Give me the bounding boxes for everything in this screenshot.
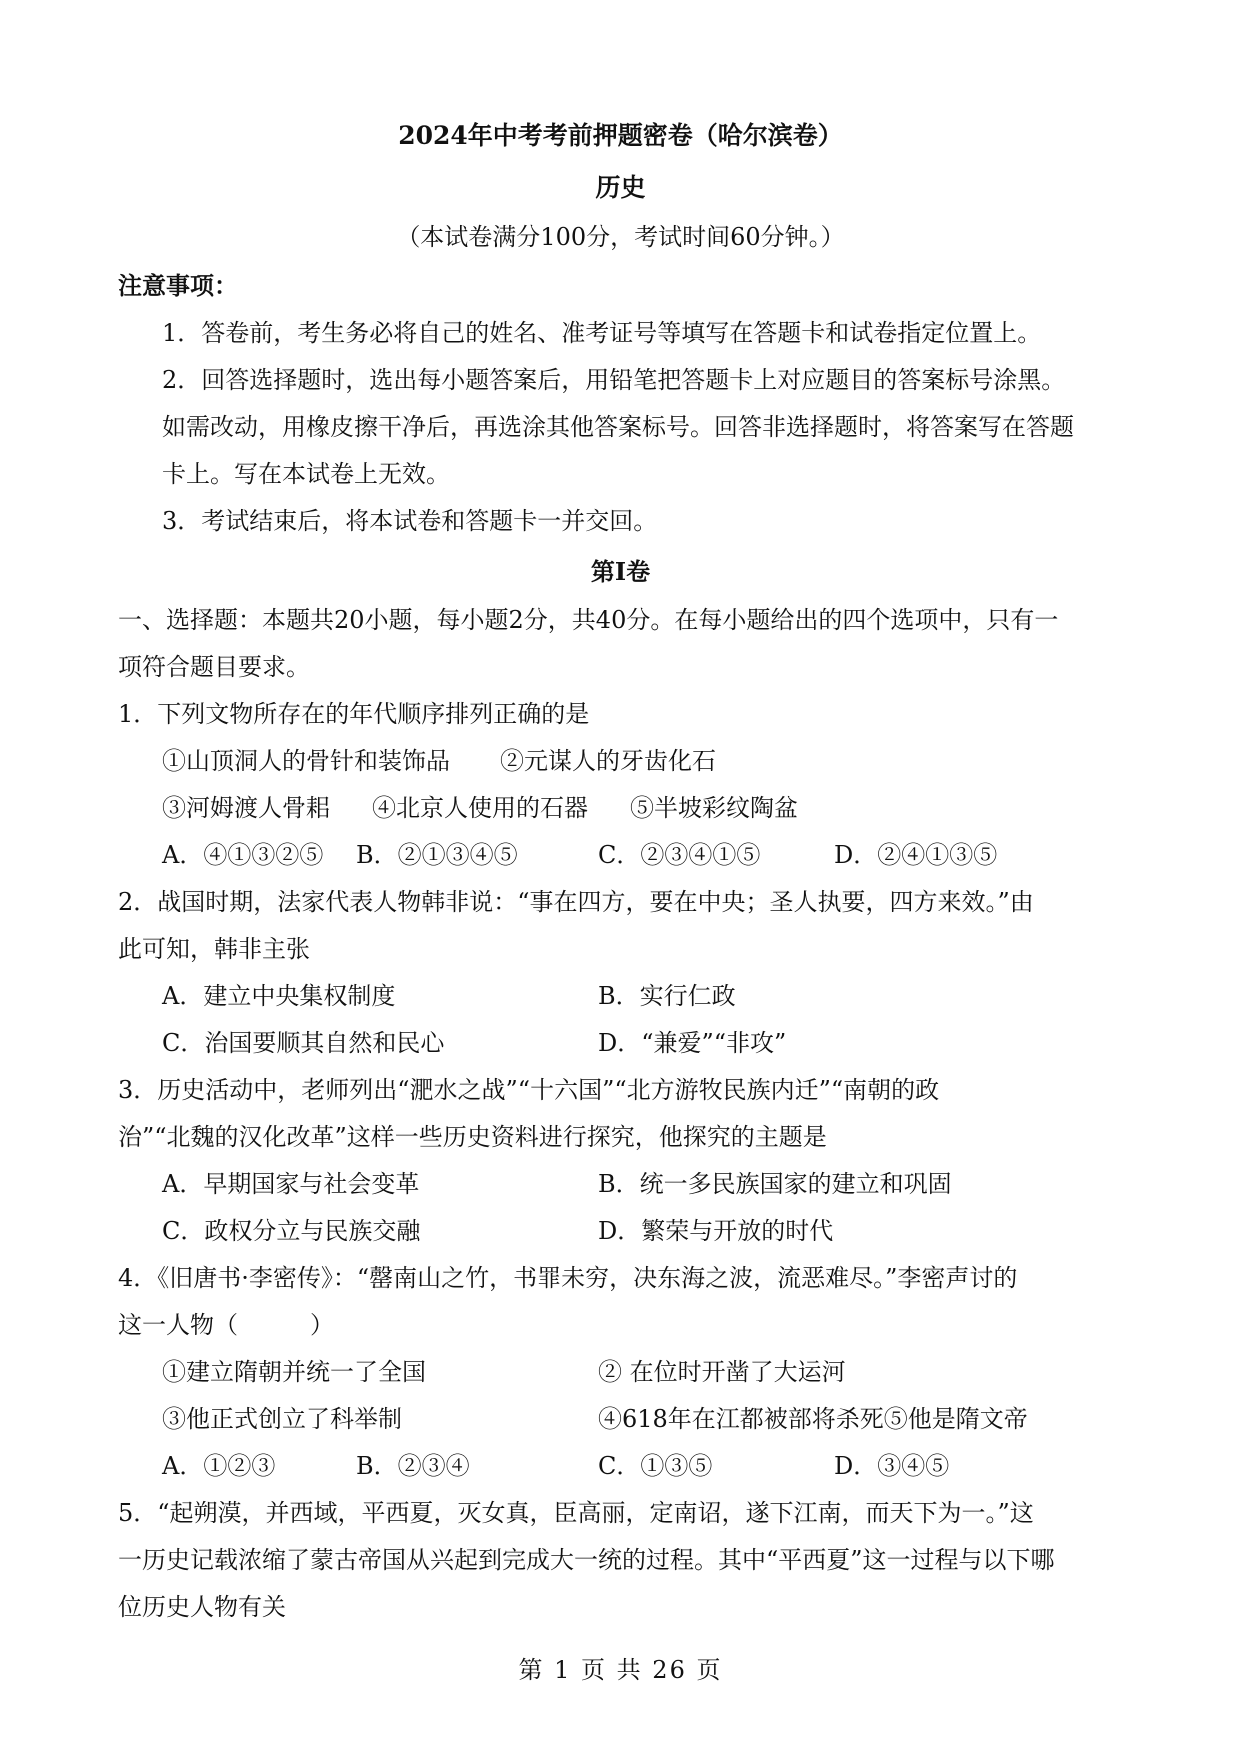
q4-option-d: D．③④⑤ <box>834 1452 950 1480</box>
q3-option-b: B．统一多民族国家的建立和巩固 <box>598 1170 952 1198</box>
question-3-stem: 3．历史活动中，老师列出“淝水之战”“十六国”“北方游牧民族内迁”“南朝的政 <box>118 1076 940 1104</box>
q1-item: ②元谋人的牙齿化石 <box>500 747 716 775</box>
q3-option-c: C．政权分立与民族交融 <box>162 1217 421 1245</box>
instruction-item: 3．考试结束后，将本试卷和答题卡一并交回。 <box>162 507 658 535</box>
q4-option-c: C．①③⑤ <box>598 1452 713 1480</box>
exam-title: 2024年中考考前押题密卷（哈尔滨卷） <box>398 121 843 150</box>
instruction-item: 如需改动，用橡皮擦干净后，再选涂其他答案标号。回答非选择题时，将答案写在答题 <box>162 413 1074 441</box>
subject-title: 历史 <box>595 173 646 202</box>
q1-item: ①山顶洞人的骨针和装饰品 <box>162 747 450 775</box>
q1-item: ④北京人使用的石器 <box>372 794 588 822</box>
instructions-heading: 注意事项： <box>118 271 238 300</box>
question-5-stem-cont: 位历史人物有关 <box>118 1593 286 1621</box>
q4-item: ② 在位时开凿了大运河 <box>598 1358 846 1386</box>
q1-item: ③河姆渡人骨耜 <box>162 794 330 822</box>
q2-option-a: A．建立中央集权制度 <box>162 982 396 1010</box>
q1-item: ⑤半坡彩纹陶盆 <box>630 794 798 822</box>
q4-item: ④618年在江都被部将杀死⑤他是隋文帝 <box>598 1405 1028 1433</box>
instruction-item: 2．回答选择题时，选出每小题答案后，用铅笔把答题卡上对应题目的答案标号涂黑。 <box>162 366 1066 394</box>
instruction-item: 1．答卷前，考生务必将自己的姓名、准考证号等填写在答题卡和试卷指定位置上。 <box>162 319 1042 347</box>
q4-item: ③他正式创立了科举制 <box>162 1405 402 1433</box>
question-2-stem-cont: 此可知，韩非主张 <box>118 935 310 963</box>
question-4-stem-cont: 这一人物（ ） <box>118 1311 334 1339</box>
q4-item: ①建立隋朝并统一了全国 <box>162 1358 426 1386</box>
q1-option-c: C．②③④①⑤ <box>598 841 761 869</box>
question-5-stem: 5．“起朔漠，并西域，平西夏，灭女真，臣高丽，定南诏，遂下江南，而天下为一。”这 <box>118 1499 1034 1527</box>
section-heading-cont: 项符合题目要求。 <box>118 653 310 681</box>
q4-option-b: B．②③④ <box>356 1452 470 1480</box>
q2-option-b: B．实行仁政 <box>598 982 736 1010</box>
q1-option-d: D．②④①③⑤ <box>834 841 998 869</box>
exam-note: （本试卷满分100分，考试时间60分钟。） <box>396 223 845 251</box>
question-4-stem: 4．《旧唐书·李密传》：“罄南山之竹，书罪未穷，决东海之波，流恶难尽。”李密声讨的 <box>118 1264 1018 1292</box>
question-5-stem-cont: 一历史记载浓缩了蒙古帝国从兴起到完成大一统的过程。其中“平西夏”这一过程与以下哪 <box>118 1546 1055 1574</box>
page-footer: 第 1 页 共 26 页 <box>518 1656 723 1684</box>
q2-option-c: C．治国要顺其自然和民心 <box>162 1029 445 1057</box>
section-heading: 一、选择题：本题共20小题，每小题2分，共40分。在每小题给出的四个选项中，只有一 <box>118 606 1059 634</box>
q3-option-a: A．早期国家与社会变革 <box>162 1170 420 1198</box>
q4-option-a: A．①②③ <box>162 1452 276 1480</box>
instruction-item: 卡上。写在本试卷上无效。 <box>162 460 450 488</box>
q3-option-d: D．繁荣与开放的时代 <box>598 1217 834 1245</box>
q2-option-d: D．“兼爱”“非攻” <box>598 1029 787 1057</box>
q1-option-b: B．②①③④⑤ <box>356 841 518 869</box>
question-2-stem: 2．战国时期，法家代表人物韩非说：“事在四方，要在中央；圣人执要，四方来效。”由 <box>118 888 1034 916</box>
q1-option-a: A．④①③②⑤ <box>162 841 324 869</box>
volume-heading: 第Ⅰ卷 <box>590 557 651 586</box>
question-3-stem-cont: 治”“北魏的汉化改革”这样一些历史资料进行探究，他探究的主题是 <box>118 1123 827 1151</box>
question-1-stem: 1．下列文物所存在的年代顺序排列正确的是 <box>118 700 590 728</box>
